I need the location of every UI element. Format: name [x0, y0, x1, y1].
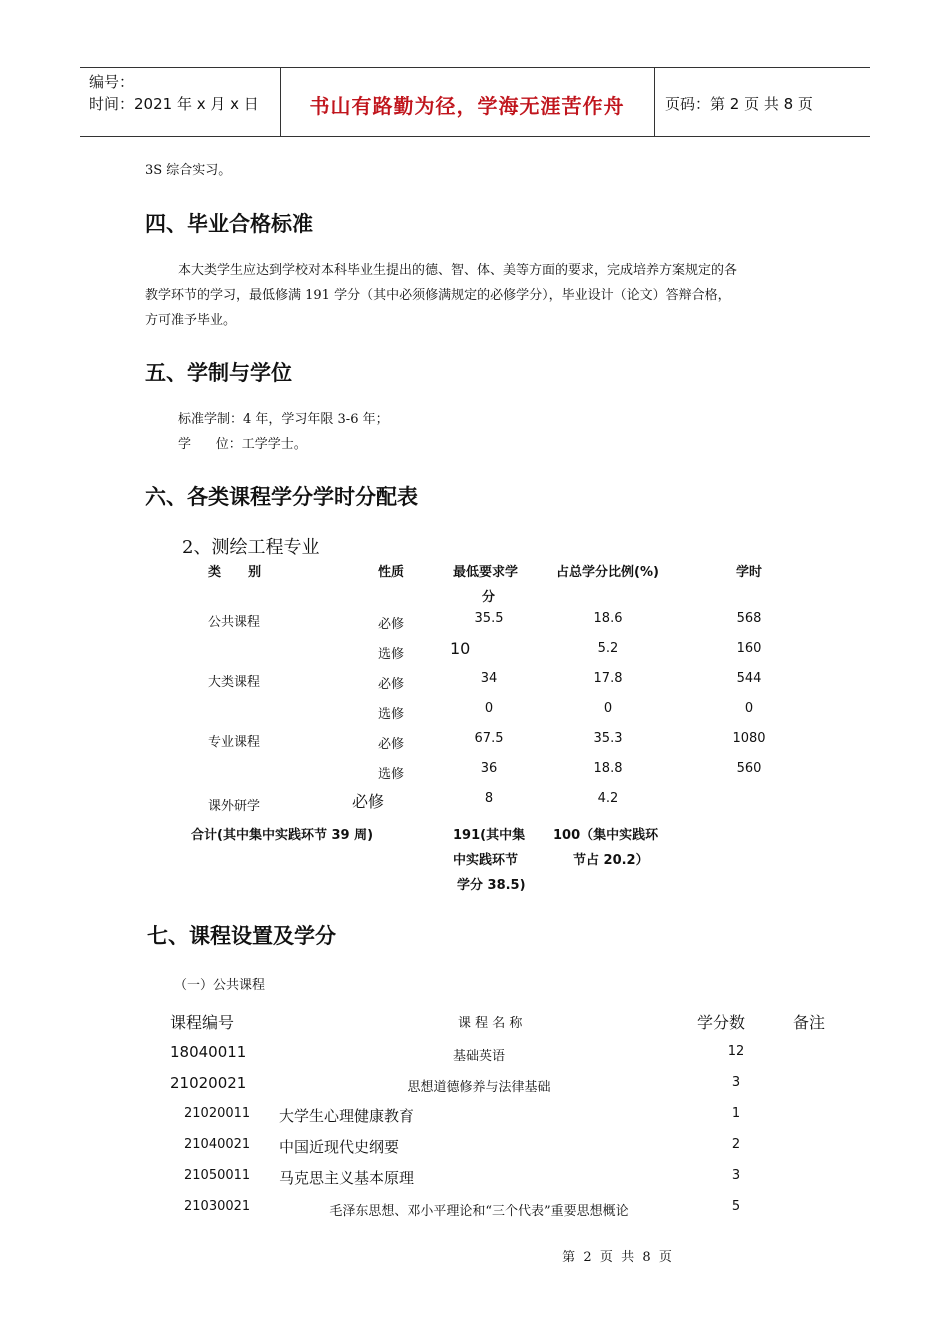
course-name: 基础英语 — [452, 1049, 506, 1064]
section4-title: 四、毕业合格标准 — [145, 212, 313, 236]
course-credits: 12 — [727, 1044, 745, 1059]
section7-subtitle: （一）公共课程 — [174, 978, 266, 993]
row-credits: 67.5 — [474, 731, 504, 746]
total-credits: 学分 38.5) — [457, 878, 526, 893]
row-ratio: 18.8 — [593, 761, 623, 776]
header-motto: 书山有路勤为径，学海无涯苦作舟 — [309, 94, 625, 118]
course-code: 21050011 — [184, 1168, 251, 1183]
row-nature: 必修 — [378, 737, 405, 752]
row-nature: 选修 — [378, 647, 405, 662]
section5-line: 学 位：工学学士。 — [178, 437, 307, 452]
row-hours: 544 — [736, 671, 762, 686]
row-ratio: 18.6 — [593, 611, 623, 626]
course-header-name: 课 程 名 称 — [458, 1016, 523, 1031]
row-ratio: 17.8 — [593, 671, 623, 686]
course-header-credits: 学分数 — [697, 1013, 746, 1032]
row-nature: 必修 — [352, 792, 385, 811]
row-nature: 必修 — [378, 677, 405, 692]
total-credits: 中实践环节 — [453, 853, 519, 868]
total-credits: 191(其中集 — [453, 828, 526, 843]
header-meta — [89, 71, 259, 115]
row-ratio: 35.3 — [593, 731, 623, 746]
header-page-info: 页码：第 2 页 共 8 页 — [665, 95, 813, 113]
course-code: 21040021 — [184, 1137, 251, 1152]
course-code: 18040011 — [170, 1043, 247, 1061]
row-credits: 8 — [484, 791, 494, 806]
row-hours: 160 — [736, 641, 762, 656]
section4-line: 方可准予毕业。 — [145, 313, 237, 328]
section4-line: 本大类学生应达到学校对本科毕业生提出的德、智、体、美等方面的要求，完成培养方案规定的各 — [178, 263, 738, 278]
row-nature: 必修 — [378, 617, 405, 632]
col-header-category: 类 别 — [208, 565, 262, 580]
row-nature: 选修 — [378, 767, 405, 782]
row-credits: 34 — [480, 671, 498, 686]
row-hours: 568 — [736, 611, 762, 626]
col-header-ratio: 占总学分比例(%) — [556, 565, 659, 580]
row-category: 专业课程 — [208, 735, 261, 750]
row-ratio: 0 — [603, 701, 613, 716]
row-credits: 35.5 — [474, 611, 504, 626]
page-header — [80, 67, 870, 137]
section7-title: 七、课程设置及学分 — [147, 924, 336, 948]
row-category: 公共课程 — [208, 615, 261, 630]
course-header-note: 备注 — [793, 1013, 826, 1032]
total-label: 合计(其中集中实践环节 39 周) — [191, 828, 374, 843]
course-credits: 2 — [731, 1137, 741, 1152]
header-id-label: 编号： — [89, 73, 135, 91]
course-code: 21020021 — [170, 1074, 247, 1092]
course-credits: 3 — [731, 1168, 741, 1183]
col-header-hours: 学时 — [736, 565, 763, 580]
row-hours: 1080 — [732, 731, 766, 746]
row-category: 课外研学 — [208, 799, 261, 814]
row-category: 大类课程 — [208, 675, 261, 690]
page-footer: 第 2 页 共 8 页 — [562, 1250, 672, 1265]
course-name: 毛泽东思想、邓小平理论和“三个代表”重要思想概论 — [329, 1204, 629, 1219]
row-credits: 0 — [484, 701, 494, 716]
col-header-nature: 性质 — [378, 565, 405, 580]
section6-title: 六、各类课程学分学时分配表 — [145, 485, 418, 509]
course-credits: 1 — [731, 1106, 741, 1121]
intro-line: 3S 综合实习。 — [145, 163, 232, 178]
row-ratio: 4.2 — [597, 791, 619, 806]
course-credits: 5 — [731, 1199, 741, 1214]
course-name: 思想道德修养与法律基础 — [407, 1080, 551, 1095]
course-name: 马克思主义基本原理 — [279, 1169, 415, 1187]
row-nature: 选修 — [378, 707, 405, 722]
course-credits: 3 — [731, 1075, 741, 1090]
total-ratio: 节占 20.2） — [573, 853, 649, 868]
row-credits: 36 — [480, 761, 498, 776]
row-ratio: 5.2 — [597, 641, 619, 656]
row-hours: 0 — [744, 701, 754, 716]
course-code: 21020011 — [184, 1106, 251, 1121]
header-time-label: 时间：2021 年 x 月 x 日 — [89, 95, 259, 113]
row-hours: 560 — [736, 761, 762, 776]
header-divider — [654, 68, 655, 136]
course-name: 中国近现代史纲要 — [279, 1138, 400, 1156]
row-credits: 10 — [450, 639, 471, 658]
col-header-min-credits: 最低要求学 — [453, 565, 519, 580]
course-name: 大学生心理健康教育 — [279, 1107, 415, 1125]
section5-title: 五、学制与学位 — [145, 361, 292, 385]
course-header-code: 课程编号 — [170, 1013, 235, 1032]
course-code: 21030021 — [184, 1199, 251, 1214]
section5-line: 标准学制：4 年，学习年限 3-6 年； — [178, 412, 389, 427]
total-ratio: 100（集中实践环 — [553, 828, 659, 843]
col-header-min-credits: 分 — [482, 590, 496, 605]
section6-subtitle: 2、测绘工程专业 — [182, 537, 320, 558]
section4-line: 教学环节的学习，最低修满 191 学分（其中必须修满规定的必修学分），毕业设计（论文）答辩合格， — [145, 288, 731, 303]
